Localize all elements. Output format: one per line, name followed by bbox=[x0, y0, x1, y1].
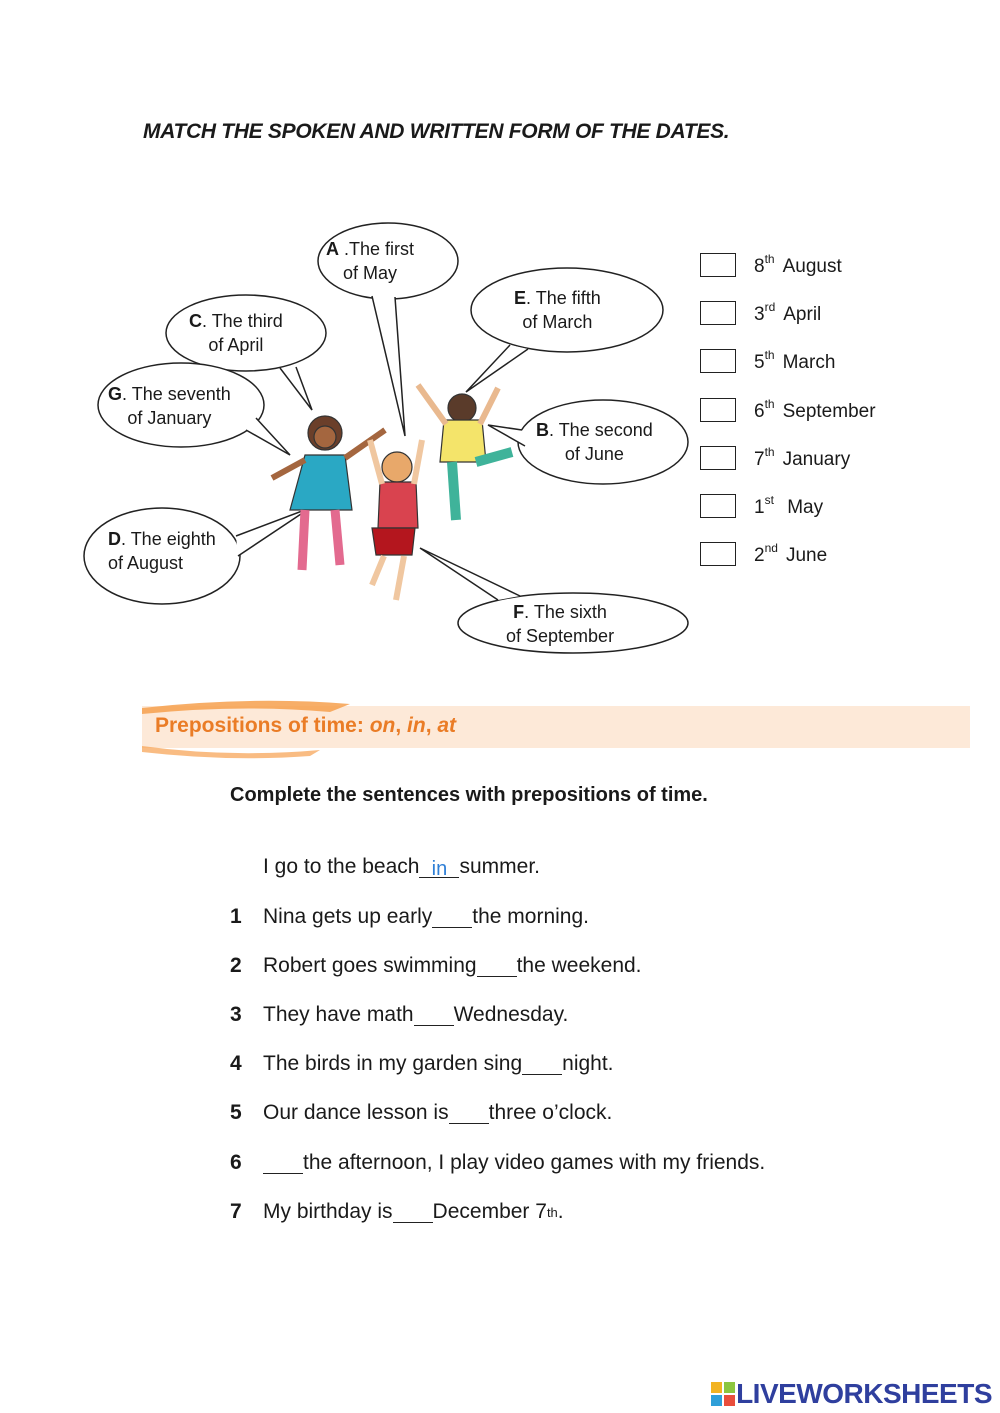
bubble-letter: B bbox=[536, 420, 549, 440]
answer-box[interactable] bbox=[700, 398, 736, 422]
bubble-line1: The sixth bbox=[533, 602, 607, 622]
instructions: Complete the sentences with prepositions of time. bbox=[230, 784, 708, 806]
bubble-line2: of August bbox=[108, 553, 184, 573]
sentence-6: 6 the afternoon, I play video games with my friends. bbox=[230, 1151, 766, 1174]
logo-blocks-icon bbox=[710, 1381, 736, 1407]
sentence-3: 3 They have math Wednesday. bbox=[230, 1003, 569, 1026]
answer-blank[interactable] bbox=[263, 1153, 303, 1174]
date-row bbox=[700, 443, 850, 473]
answer-blank[interactable] bbox=[432, 907, 472, 928]
bubble-line1: The fifth bbox=[535, 288, 601, 308]
bubble-line1: The first bbox=[349, 239, 415, 259]
sentence-5: 5 Our dance lesson is three o’clock. bbox=[230, 1101, 613, 1124]
date-label: 8th August bbox=[754, 252, 842, 277]
answer-blank[interactable] bbox=[414, 1005, 454, 1026]
section-title: Prepositions of time: on, in, at bbox=[155, 714, 457, 737]
answer-box[interactable] bbox=[700, 494, 736, 518]
answer-blank[interactable] bbox=[477, 956, 517, 977]
bubble-letter: D bbox=[108, 529, 121, 549]
date-row bbox=[700, 491, 823, 521]
date-row bbox=[700, 346, 835, 376]
bubble-letter: E bbox=[514, 288, 527, 308]
worksheet-title: MATCH THE SPOKEN AND WRITTEN FORM OF THE DATES. bbox=[143, 120, 730, 143]
bubble-c: C. The third of April bbox=[189, 311, 283, 355]
answer-box[interactable] bbox=[700, 253, 736, 277]
bubble-letter: G bbox=[108, 384, 123, 404]
bubble-e: E. The fifth of March bbox=[514, 288, 601, 332]
bubble-d: D. The eighth of August bbox=[108, 529, 216, 573]
answer-box[interactable] bbox=[700, 446, 736, 470]
bubble-line2: of June bbox=[564, 444, 624, 464]
sentence-2: 2 Robert goes swimming the weekend. bbox=[230, 954, 642, 977]
sentence-1: 1 Nina gets up early the morning. bbox=[230, 905, 589, 928]
answer-blank[interactable] bbox=[449, 1103, 489, 1124]
date-row bbox=[700, 298, 821, 328]
answer-box[interactable] bbox=[700, 542, 736, 566]
date-row bbox=[700, 395, 876, 425]
date-label: 2nd June bbox=[754, 541, 828, 566]
bubble-b: B. The second of June bbox=[536, 420, 653, 464]
bubble-line2: of September bbox=[506, 626, 615, 646]
answer-blank[interactable] bbox=[522, 1054, 562, 1075]
illustration-scene bbox=[0, 0, 1000, 700]
date-label: 3rd April bbox=[754, 300, 822, 325]
date-label: 6th September bbox=[754, 397, 876, 422]
bubble-a: A .The first of May bbox=[326, 239, 415, 283]
bubble-line2: of May bbox=[343, 263, 398, 283]
sentence-4: 4 The birds in my garden sing night. bbox=[230, 1052, 614, 1075]
date-row bbox=[700, 539, 827, 569]
bubble-line1: The eighth bbox=[130, 529, 216, 549]
bubble-letter: F bbox=[513, 602, 525, 622]
date-label: 5th March bbox=[754, 348, 836, 373]
answer-blank[interactable] bbox=[393, 1202, 433, 1223]
bubble-g: G. The seventh of January bbox=[108, 384, 231, 428]
bubble-f: F. The sixth of September bbox=[506, 602, 615, 646]
example-sentence: I go to the beach in summer. bbox=[263, 855, 540, 880]
bubble-line2: of January bbox=[127, 408, 212, 428]
example-blank bbox=[419, 857, 459, 878]
bubble-line2: of April bbox=[208, 335, 264, 355]
liveworksheets-logo bbox=[710, 1378, 992, 1410]
bubble-line1: The seventh bbox=[131, 384, 231, 404]
date-label: 7th January bbox=[754, 445, 851, 470]
bubble-line1: The third bbox=[211, 311, 283, 331]
answer-box[interactable] bbox=[700, 349, 736, 373]
sentence-7: 7 My birthday is December 7 th . bbox=[230, 1200, 564, 1223]
date-row bbox=[700, 250, 842, 280]
answer-box[interactable] bbox=[700, 301, 736, 325]
date-label: 1st May bbox=[754, 493, 824, 518]
logo-text: LIVEWORKSHEETS bbox=[736, 1378, 992, 1409]
bubble-letter: C bbox=[189, 311, 202, 331]
bubble-letter: A bbox=[326, 239, 339, 259]
bubble-line1: The second bbox=[558, 420, 653, 440]
example-answer: in bbox=[431, 857, 448, 880]
children-illustration bbox=[272, 385, 512, 600]
bubble-line2: of March bbox=[522, 312, 593, 332]
